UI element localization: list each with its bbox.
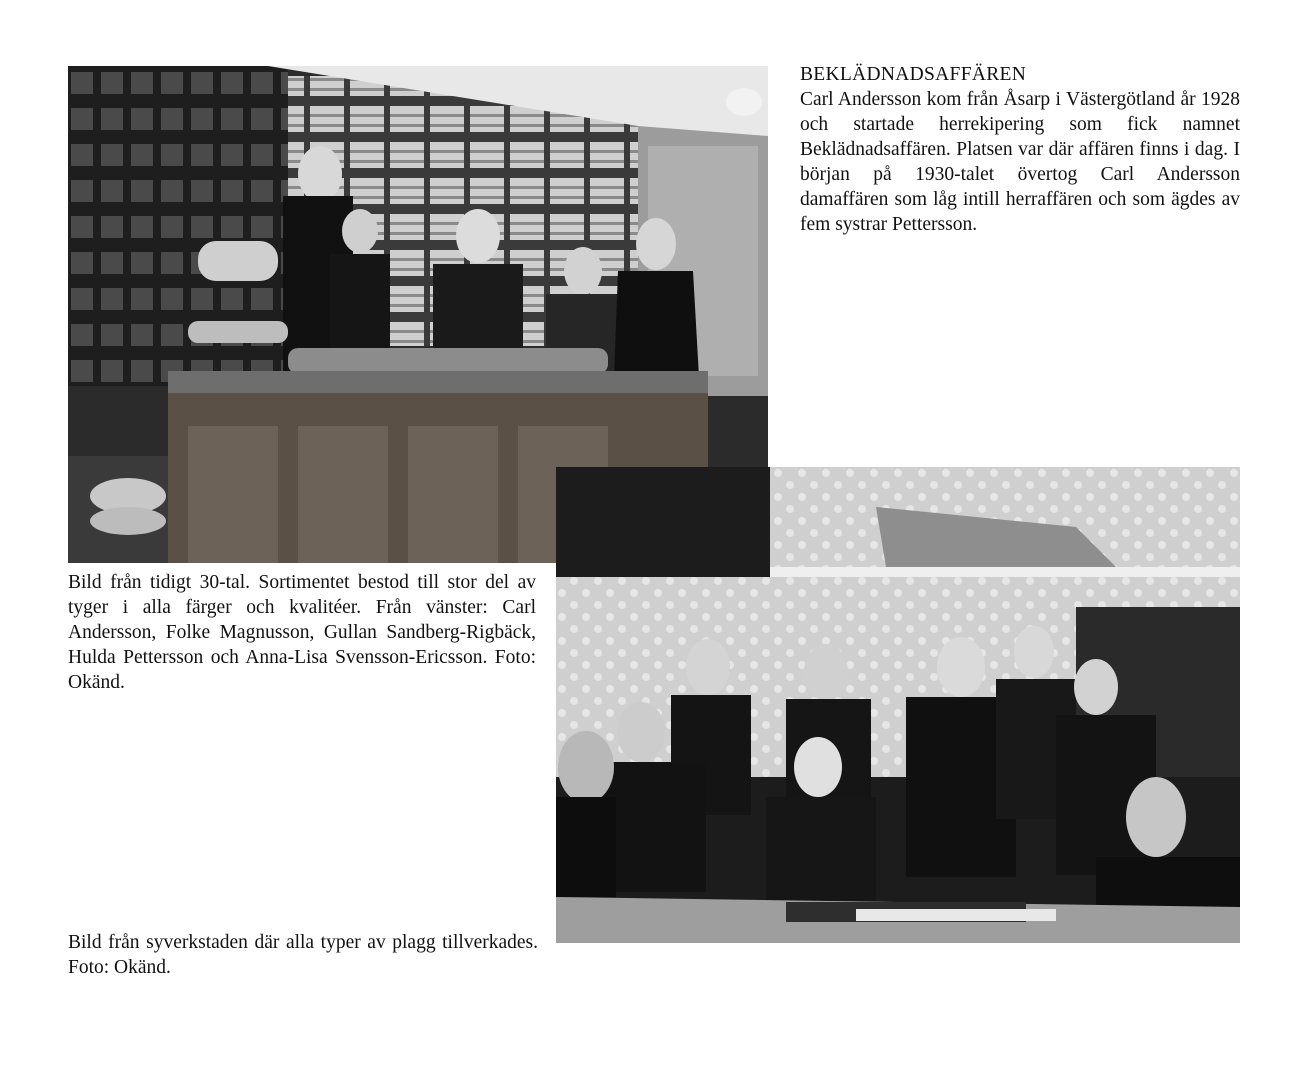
shop-photo-caption: Bild från tidigt 30-tal. Sortimentet bestod till stor del av tyger i alla färger och kvalitéer. Från vänster: Carl Andersson, Folke Magnusson, Gullan Sandberg-Rigbäck, Hulda Pettersson och Anna-Lisa Svensson-Ericsson. Foto: Okänd. xyxy=(68,572,536,693)
sewing-workshop-image xyxy=(556,467,1240,943)
sewing-workshop-photo xyxy=(556,467,1240,943)
article xyxy=(800,62,1240,237)
article-heading: BEKLÄDNADSAFFÄREN xyxy=(800,64,1027,85)
article-body: Carl Andersson kom från Åsarp i Västergötland år 1928 och startade herrekipering som fick namnet Beklädnadsaffären. Platsen var där affären finns i dag. I början på 1930-talet övertog Carl Andersson damaffären som låg intill herraffären och som ägdes av fem systrar Pettersson. xyxy=(800,89,1240,235)
workshop-photo-caption: Bild från syverkstaden där alla typer av plagg tillverkades. Foto: Okänd. xyxy=(68,932,538,978)
